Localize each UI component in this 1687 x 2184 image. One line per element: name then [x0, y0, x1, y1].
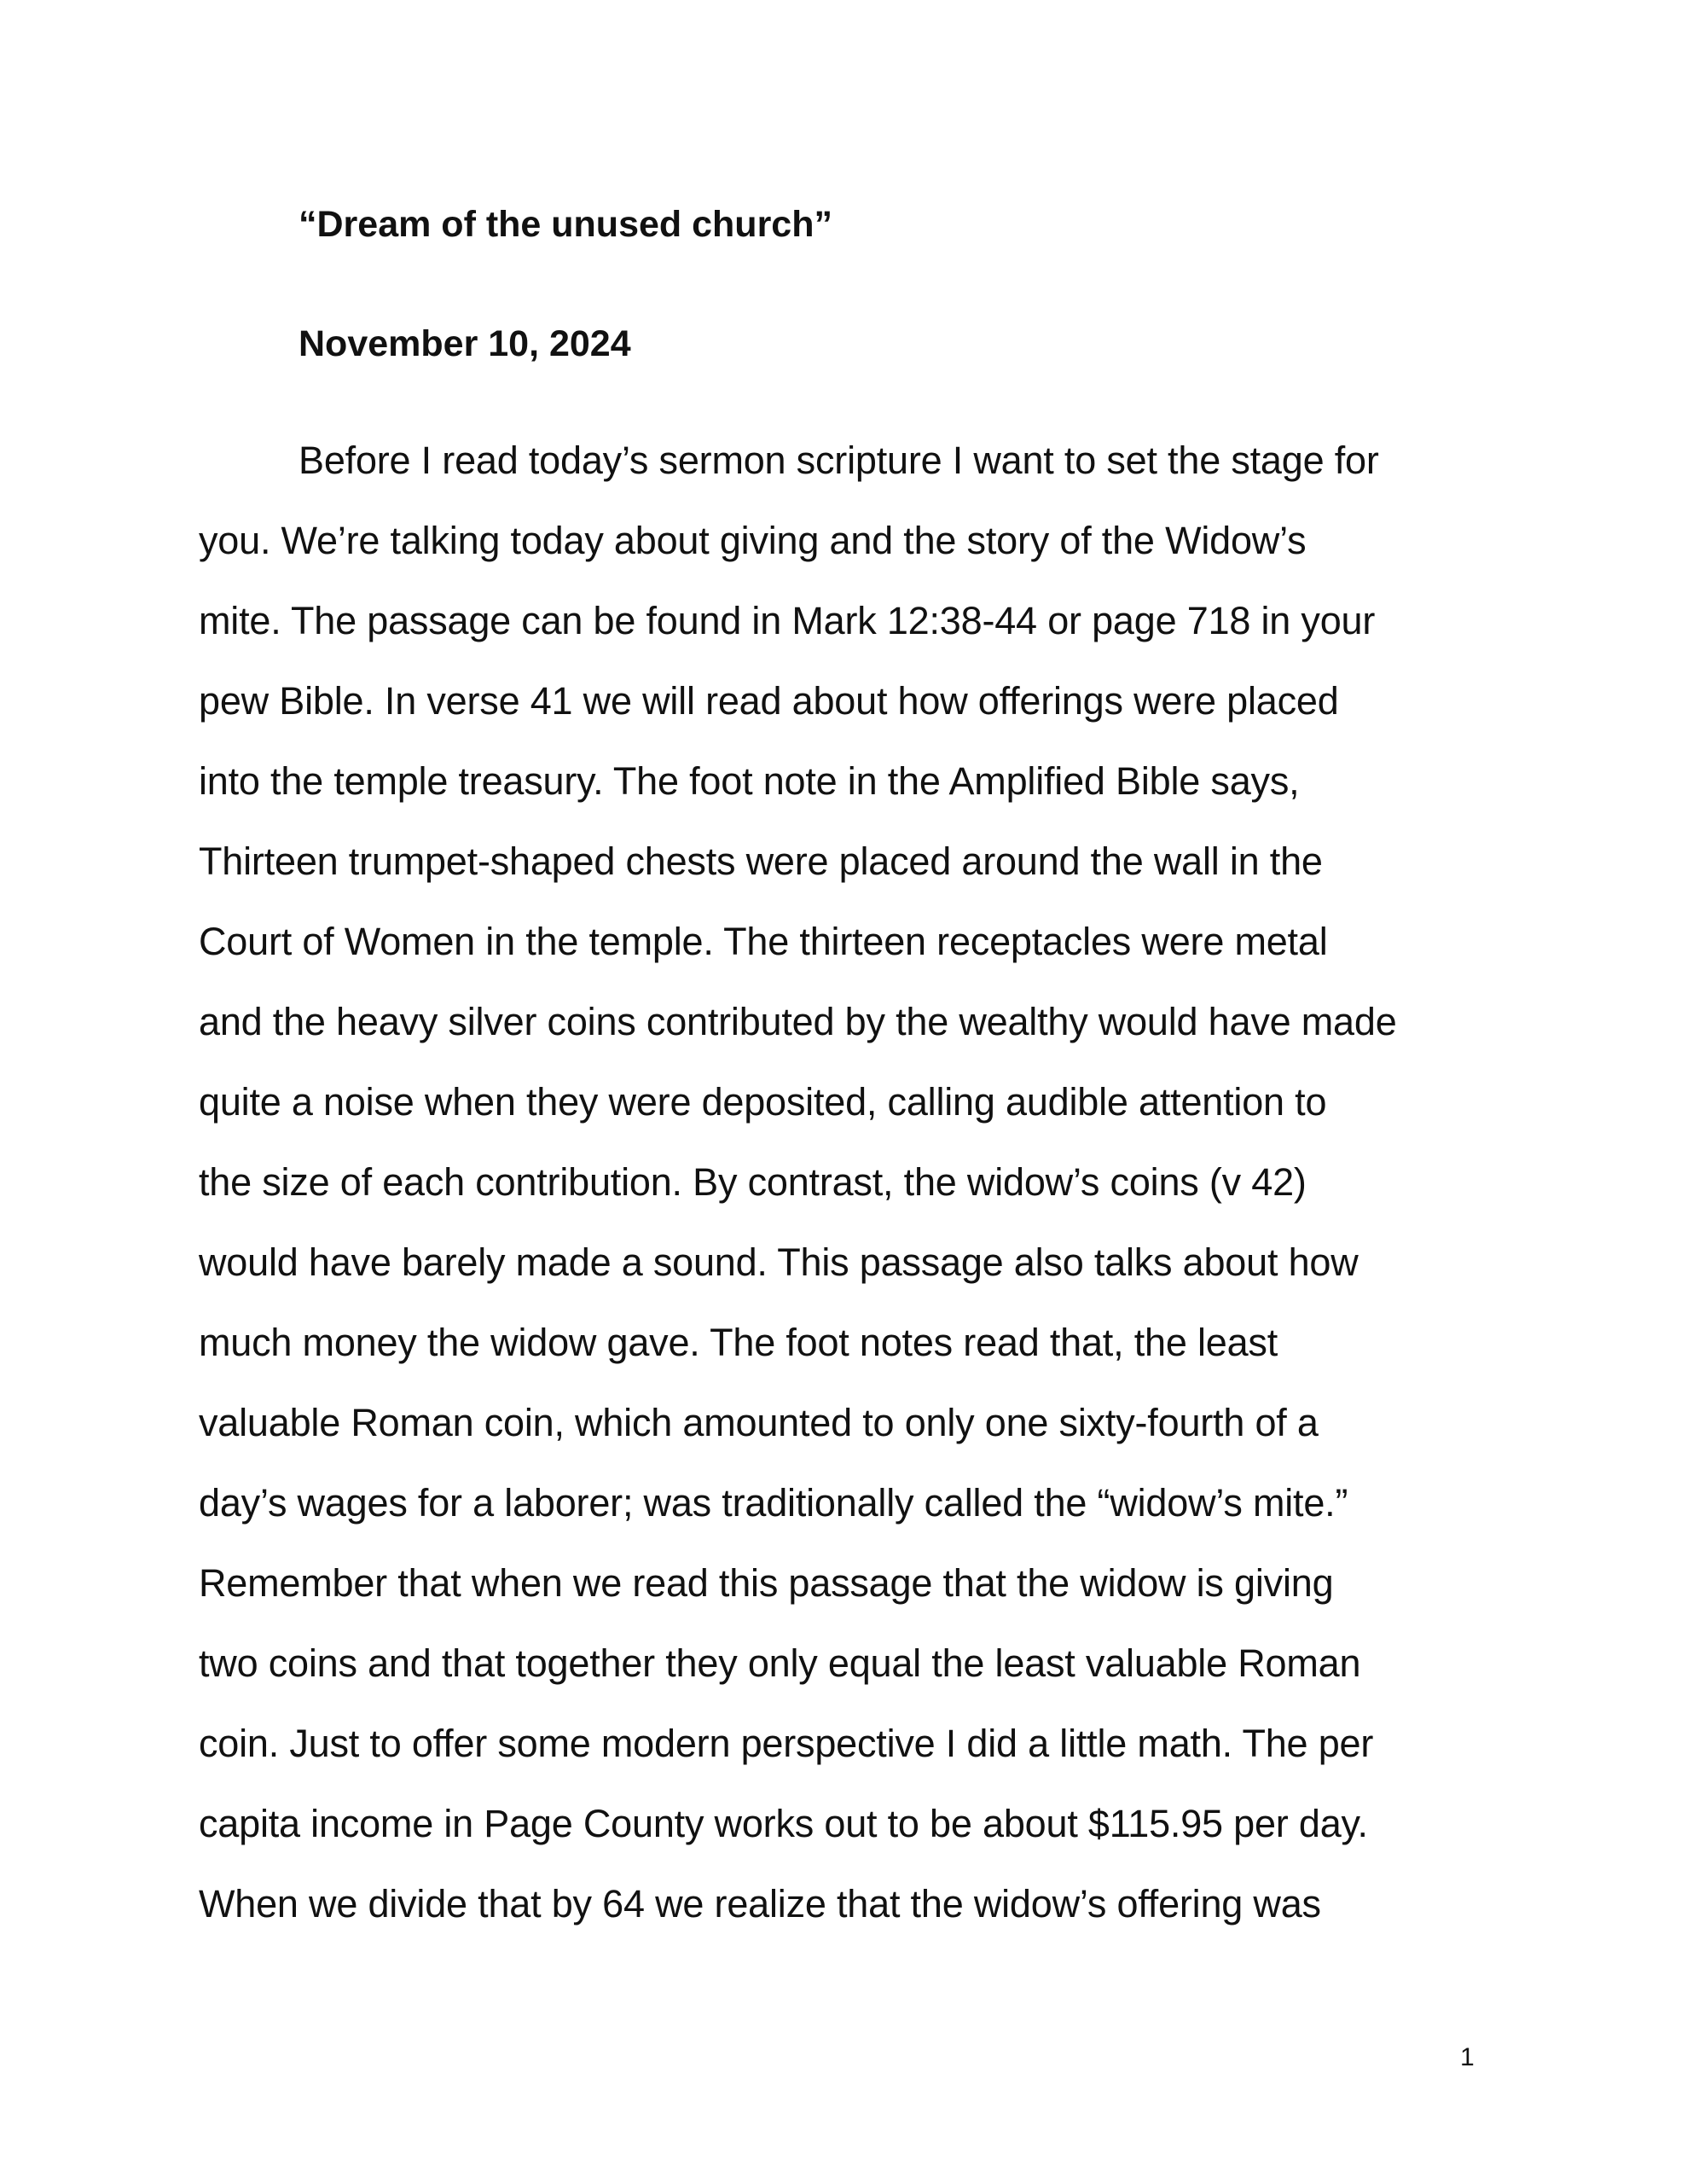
- body-line: quite a noise when they were deposited, calling audible attention to: [199, 1080, 1327, 1124]
- body-line: two coins and that together they only equal the least valuable Roman: [199, 1641, 1361, 1685]
- page-number: 1: [1460, 2043, 1475, 2071]
- body-line: the size of each contribution. By contrast, the widow’s coins (v 42): [199, 1160, 1307, 1204]
- sermon-title: “Dream of the unused church”: [299, 204, 832, 245]
- body-line: Before I read today’s sermon scripture I want to set the stage for: [299, 439, 1379, 482]
- body-line: valuable Roman coin, which amounted to only one sixty-fourth of a: [199, 1401, 1319, 1444]
- body-line: Remember that when we read this passage that the widow is giving: [199, 1561, 1334, 1605]
- body-line: day’s wages for a laborer; was traditionally called the “widow’s mite.”: [199, 1481, 1348, 1525]
- sermon-date: November 10, 2024: [299, 323, 631, 364]
- body-line: into the temple treasury. The foot note in the Amplified Bible says,: [199, 759, 1300, 803]
- body-line: Court of Women in the temple. The thirteen receptacles were metal: [199, 920, 1328, 963]
- body-line: mite. The passage can be found in Mark 12:38-44 or page 718 in your: [199, 599, 1376, 642]
- body-line: much money the widow gave. The foot notes read that, the least: [199, 1321, 1278, 1364]
- body-line: coin. Just to offer some modern perspective I did a little math. The per: [199, 1722, 1374, 1765]
- body-line: pew Bible. In verse 41 we will read about how offerings were placed: [199, 679, 1339, 723]
- body-line: would have barely made a sound. This passage also talks about how: [199, 1240, 1359, 1284]
- body-line: you. We’re talking today about giving and the story of the Widow’s: [199, 519, 1307, 562]
- body-line: and the heavy silver coins contributed by the wealthy would have made: [199, 1000, 1397, 1043]
- body-line: Thirteen trumpet-shaped chests were placed around the wall in the: [199, 839, 1323, 883]
- body-line: capita income in Page County works out to be about $115.95 per day.: [199, 1802, 1368, 1845]
- body-line: When we divide that by 64 we realize that the widow’s offering was: [199, 1882, 1321, 1926]
